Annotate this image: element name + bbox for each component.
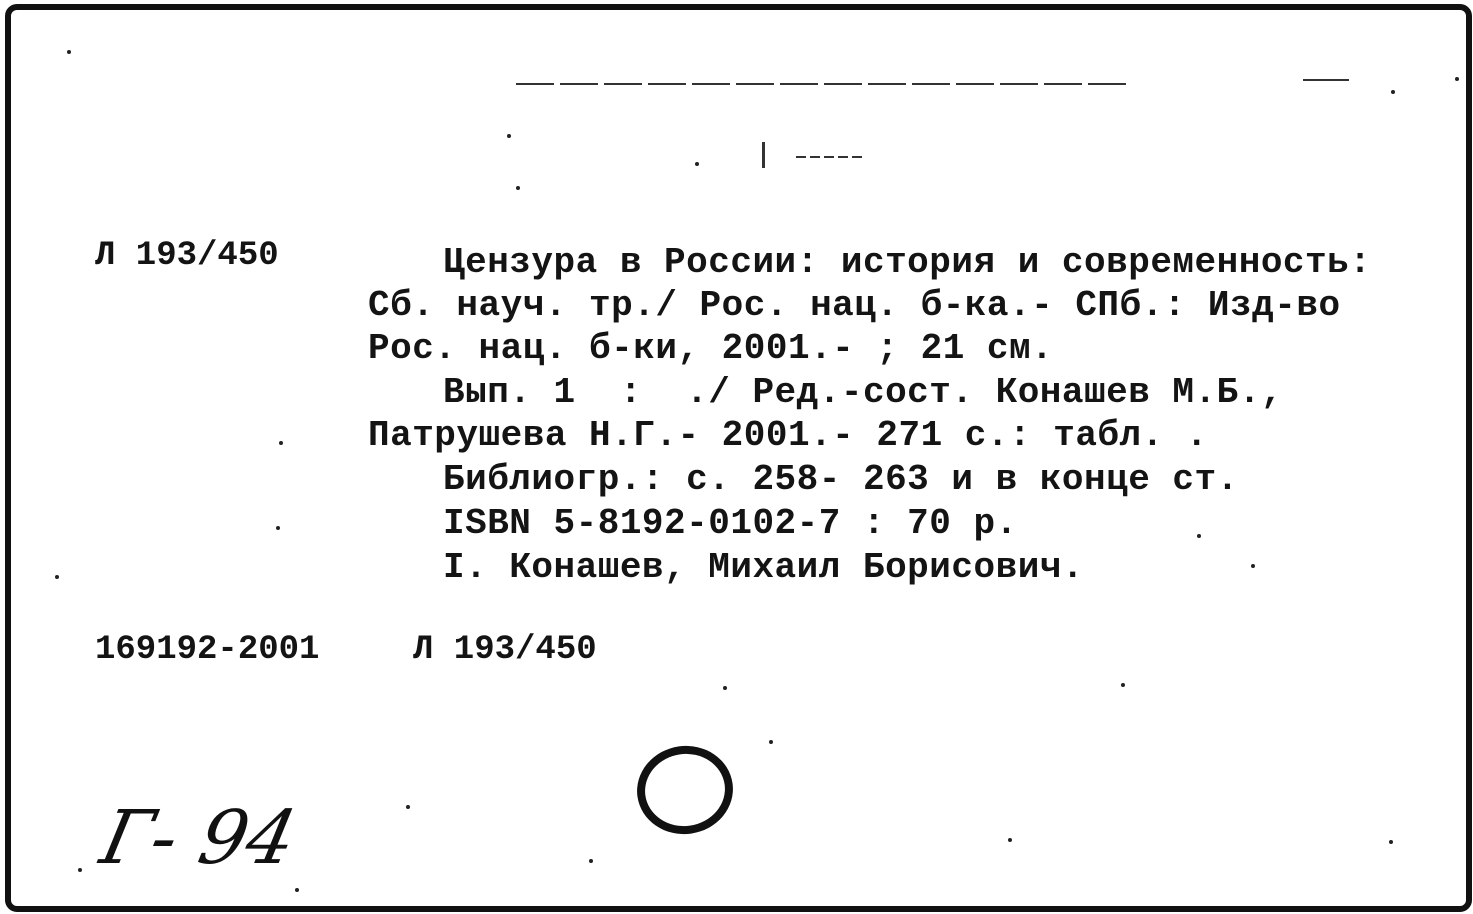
speck [279,441,283,445]
volume-line: Вып. 1 : ./ Ред.-сост. Конашев М.Б., [443,372,1283,413]
scan-artifact-line [516,83,1131,85]
speck [723,686,727,690]
speck [1391,90,1395,94]
speck [55,575,59,579]
handwritten-note: Г- 94 [93,795,304,881]
speck [295,888,299,892]
speck [78,868,82,872]
speck [1251,564,1255,568]
title-line: Цензура в России: история и современность: [443,242,1372,283]
speck [1389,840,1393,844]
circle-mark-icon [631,740,738,841]
speck [1455,77,1459,81]
scan-artifact-line [796,156,864,158]
speck [507,134,511,138]
accession-number: 169192-2001 [95,631,320,669]
editors-line: Патрушева Н.Г.- 2001.- 271 с.: табл. . [368,415,1208,456]
speck [67,50,71,54]
bibliography-line: Библиогр.: с. 258- 263 и в конце ст. [443,459,1239,500]
publication-line: Сб. науч. тр./ Рос. нац. б-ка.- СПб.: Изд-во [368,285,1341,326]
speck [1121,683,1125,687]
author-entry-line: I. Конашев, Михаил Борисович. [443,547,1085,588]
scan-artifact-line [1303,79,1349,81]
speck [1197,534,1201,538]
speck [769,740,773,744]
speck [589,859,593,863]
speck [695,162,699,166]
scan-artifact-line [762,142,765,168]
shelfmark-top: Л 193/450 [95,237,279,275]
catalog-card [5,4,1472,912]
speck [276,526,280,530]
isbn-line: ISBN 5-8192-0102-7 : 70 р. [443,503,1018,544]
speck [406,805,410,809]
publication-line-2: Рос. нац. б-ки, 2001.- ; 21 см. [368,328,1054,369]
speck [516,186,520,190]
speck [1008,838,1012,842]
shelfmark-bottom: Л 193/450 [413,631,597,669]
